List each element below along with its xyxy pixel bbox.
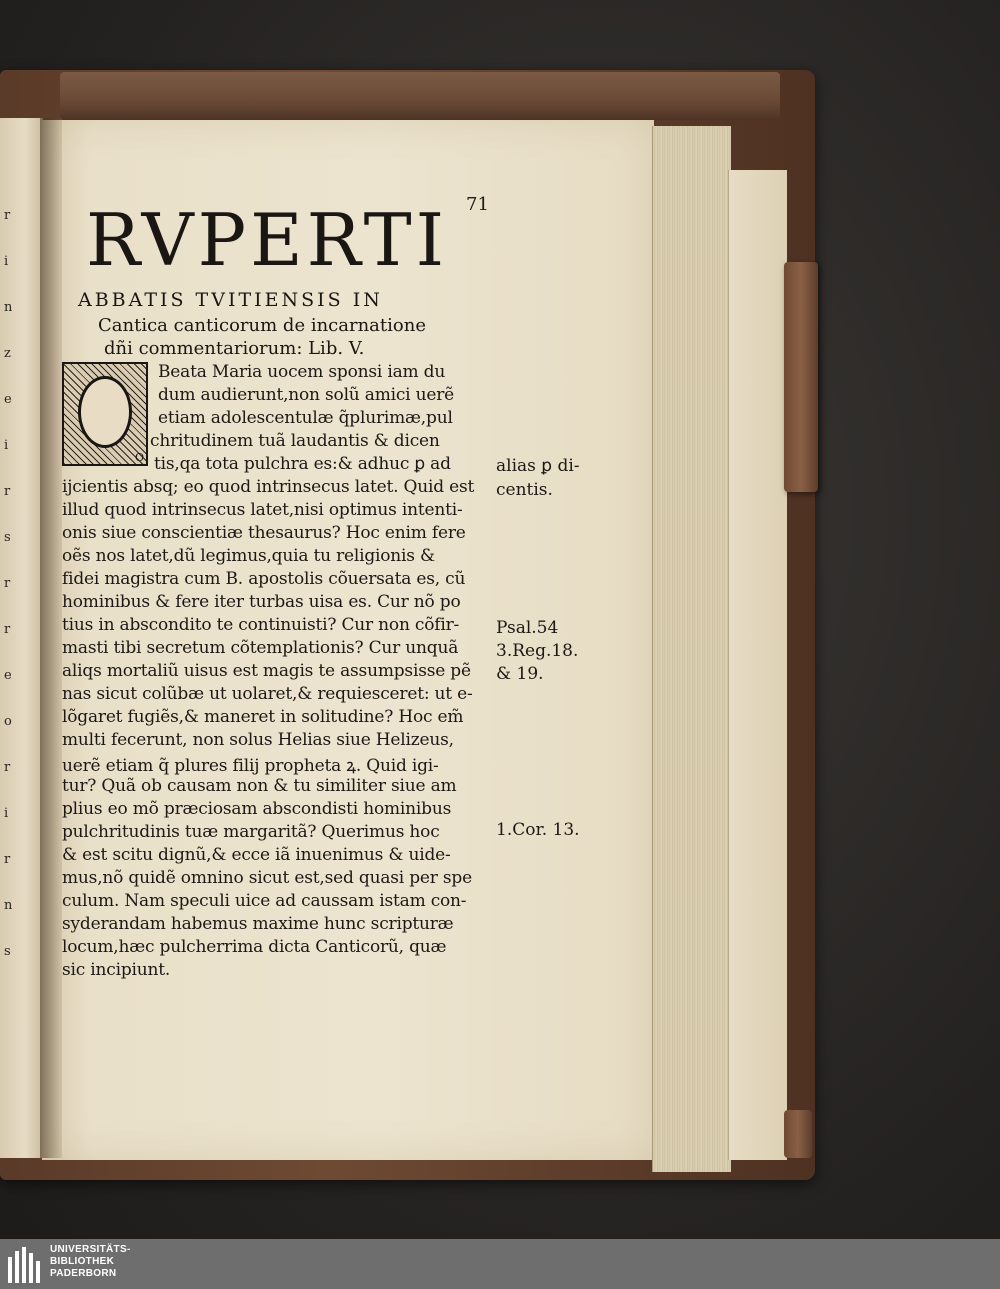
body-line: tis,qa tota pulchra es:& adhuc ꝑ ad bbox=[154, 454, 451, 474]
initial-letter: O bbox=[134, 451, 144, 464]
body-line: tur? Quã ob causam non & tu similiter siue am bbox=[62, 776, 457, 796]
body-line: culum. Nam speculi uice ad caussam istam con- bbox=[62, 891, 467, 911]
left-page-fragment: r bbox=[4, 208, 11, 223]
book-spine-top bbox=[60, 72, 780, 120]
left-page-fragment: r bbox=[4, 484, 11, 499]
left-page-fragment: e bbox=[4, 392, 12, 407]
body-line: lõgaret fugiẽs,& maneret in solitudine? Hoc em̃ bbox=[62, 707, 464, 727]
endpaper bbox=[728, 170, 787, 1160]
body-line: aliqs mortaliũ uisus est magis te assumpsisse pẽ bbox=[62, 661, 471, 681]
body-line: nas sicut colũbæ ut uolaret,& requiesceret: ut e- bbox=[62, 684, 473, 704]
body-line: uerẽ etiam q̃ plures filij propheta ꝝ. Quid igi- bbox=[62, 756, 439, 776]
page-block-edges bbox=[652, 126, 731, 1172]
left-page-fragment: r bbox=[4, 760, 11, 775]
body-line: ijcientis absq; eo quod intrinsecus latet. Quid est bbox=[62, 477, 475, 497]
left-page-fragment: r bbox=[4, 852, 11, 867]
margin-note: 3.Reg.18. bbox=[496, 641, 579, 661]
decorated-initial bbox=[62, 362, 148, 466]
left-page-fragment: r bbox=[4, 622, 11, 637]
body-line: hominibus & fere iter turbas uisa es. Cur nõ po bbox=[62, 592, 461, 612]
body-line: plius eo mõ præciosam abscondisti hominibus bbox=[62, 799, 452, 819]
book-clasp-lower bbox=[784, 1110, 812, 1158]
body-line: syderandam habemus maxime hunc scripturæ bbox=[62, 914, 454, 934]
left-page-fragment: i bbox=[4, 806, 9, 821]
left-page-fragment: r bbox=[4, 576, 11, 591]
body-line: etiam adolescentulæ q̃plurimæ,pul bbox=[158, 408, 453, 428]
left-page-fragment: i bbox=[4, 438, 9, 453]
logo-line-2: BIBLIOTHEK bbox=[50, 1256, 115, 1267]
logo-line-1: UNIVERSITÄTS- bbox=[50, 1244, 131, 1255]
left-page-fragment: s bbox=[4, 944, 11, 959]
body-line: locum,hæc pulcherrima dicta Canticorũ, quæ bbox=[62, 937, 447, 957]
margin-note: 1.Cor. 13. bbox=[496, 820, 580, 840]
title-subtitle: ABBATIS TVITIENSIS IN bbox=[78, 289, 383, 311]
left-page-fragment: n bbox=[4, 300, 13, 315]
book-clasp bbox=[784, 262, 818, 492]
body-line: multi fecerunt, non solus Helias siue Helizeus, bbox=[62, 730, 454, 750]
logo-line-3: PADERBORN bbox=[50, 1268, 117, 1279]
margin-note: centis. bbox=[496, 480, 553, 500]
left-page-fragment: o bbox=[4, 714, 12, 729]
page-title: RVPERTI bbox=[86, 198, 449, 282]
body-line: chritudinem tuã laudantis & dicen bbox=[150, 431, 440, 451]
body-line: oẽs nos latet,dũ legimus,quia tu religionis & bbox=[62, 546, 435, 566]
title-line-3: dñi commentariorum: Lib. V. bbox=[104, 338, 365, 359]
left-page-fragment: z bbox=[4, 346, 11, 361]
body-line: illud quod intrinsecus latet,nisi optimus intenti- bbox=[62, 500, 463, 520]
left-page-edge bbox=[0, 118, 43, 1158]
body-line: tius in abscondito te continuisti? Cur non cõfir- bbox=[62, 615, 460, 635]
left-page-fragment: e bbox=[4, 668, 12, 683]
margin-note: alias ꝑ di- bbox=[496, 456, 580, 476]
title-line-2: Cantica canticorum de incarnatione bbox=[98, 315, 426, 336]
body-line: Beata Maria uocem sponsi iam du bbox=[158, 362, 446, 382]
body-line: dum audierunt,non solũ amici uerẽ bbox=[158, 385, 455, 405]
margin-note: & 19. bbox=[496, 664, 544, 684]
left-page-fragment: i bbox=[4, 254, 9, 269]
body-line: pulchritudinis tuæ margaritã? Querimus hoc bbox=[62, 822, 440, 842]
initial-face-icon bbox=[78, 376, 132, 448]
body-line: sic incipiunt. bbox=[62, 960, 171, 980]
margin-note: Psal.54 bbox=[496, 618, 559, 638]
body-line: & est scitu dignũ,& ecce iã inuenimus & uide- bbox=[62, 845, 451, 865]
body-line: fidei magistra cum B. apostolis cõuersata es, cũ bbox=[62, 569, 466, 589]
left-page-fragment: s bbox=[4, 530, 11, 545]
body-line: onis siue conscientiæ thesaurus? Hoc enim fere bbox=[62, 523, 466, 543]
library-logo-icon bbox=[8, 1245, 42, 1283]
page-gutter-shadow bbox=[40, 118, 62, 1158]
body-line: masti tibi secretum cõtemplationis? Cur unquã bbox=[62, 638, 459, 658]
footer-bar bbox=[0, 1239, 1000, 1289]
body-line: mus,nõ quidẽ omnino sicut est,sed quasi per spe bbox=[62, 868, 472, 888]
left-page-fragment: n bbox=[4, 898, 13, 913]
folio-number: 71 bbox=[466, 194, 489, 215]
